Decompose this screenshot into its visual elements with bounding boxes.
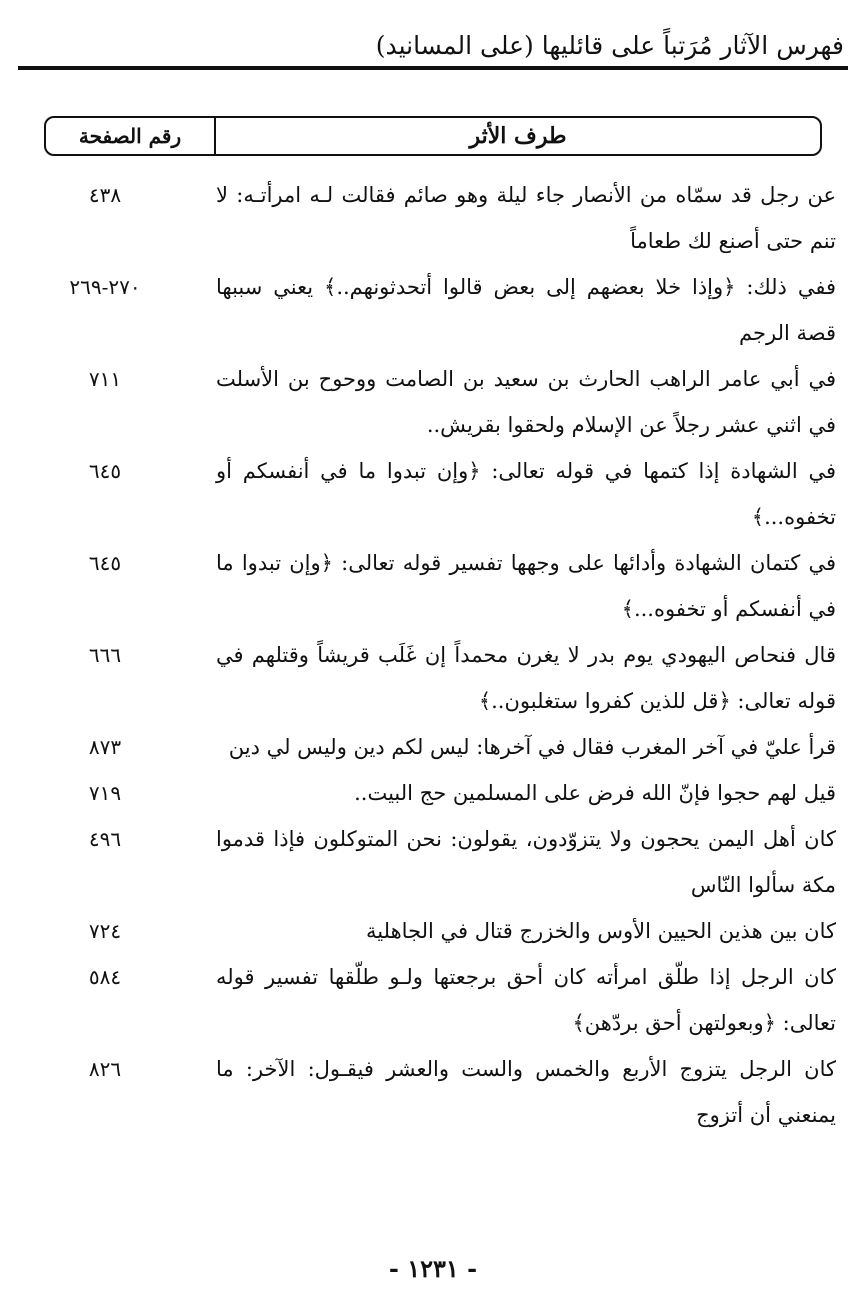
index-entry bbox=[20, 1046, 836, 1138]
entry-page-number: ٦٦٦ bbox=[88, 643, 122, 667]
column-title-athar: طرف الأثر bbox=[469, 123, 567, 149]
entry-page-number: ٦٤٥ bbox=[88, 551, 122, 575]
entry-text: كان الرجل إذا طلّق امرأته كان أحق برجعتها ولـو طلّقها تفسير قوله تعالى: ﴿وبعولتهن أحق بردّهن﴾ bbox=[216, 965, 836, 1035]
entry-text: قيل لهم حجوا فإنّ الله فرض على المسلمين حج البيت.. bbox=[354, 781, 836, 805]
entry-text: كان أهل اليمن يحجون ولا يتزوّدون، يقولون: نحن المتوكلون فإذا قدموا مكة سألوا النّاس bbox=[216, 827, 836, 897]
index-entry bbox=[20, 172, 836, 264]
entry-page-number: ٧١١ bbox=[88, 367, 122, 391]
entry-text: في الشهادة إذا كتمها في قوله تعالى: ﴿وإن تبدوا ما في أنفسكم أو تخفوه...﴾ bbox=[216, 459, 836, 529]
entry-page-number: ٨٢٦ bbox=[88, 1057, 122, 1081]
entry-text: قال فنحاص اليهودي يوم بدر لا يغرن محمداً إن غَلَب قريشاً وقتلهم في قوله تعالى: ﴿قل للذين كفروا ستغلبون..﴾ bbox=[216, 643, 836, 713]
index-entry bbox=[20, 356, 836, 448]
index-entry bbox=[20, 540, 836, 632]
index-entry bbox=[20, 264, 836, 356]
entry-page-number: ٤٣٨ bbox=[88, 183, 122, 207]
index-entry bbox=[20, 908, 836, 954]
entry-page-number: ٤٩٦ bbox=[88, 827, 122, 851]
index-entry bbox=[20, 770, 836, 816]
index-entries bbox=[20, 172, 836, 1138]
entry-page-number: ٧١٩ bbox=[88, 781, 122, 805]
index-entry bbox=[20, 954, 836, 1046]
header-rule bbox=[18, 66, 848, 70]
index-entry bbox=[20, 724, 836, 770]
entry-page-number: ٢٧٠-٢٦٩ bbox=[69, 275, 141, 299]
index-entry bbox=[20, 816, 836, 908]
entry-page-number: ٧٢٤ bbox=[88, 919, 122, 943]
index-column-header bbox=[44, 116, 822, 156]
entry-text: ففي ذلك: ﴿وإذا خلا بعضهم إلى بعض قالوا أتحدثونهم..﴾ يعني سببها قصة الرجم bbox=[216, 275, 836, 345]
entry-page-number: ٦٤٥ bbox=[88, 459, 122, 483]
entry-text: في كتمان الشهادة وأدائها على وجهها تفسير قوله تعالى: ﴿وإن تبدوا ما في أنفسكم أو تخفوه...﴾ bbox=[216, 551, 836, 621]
entry-text: عن رجل قد سمّاه من الأنصار جاء ليلة وهو صائم فقالت لـه امرأتـه: لا تنم حتى أصنع لك طعاماً bbox=[216, 183, 836, 253]
entry-text: في أبي عامر الراهب الحارث بن سعيد بن الصامت ووحوح بن الأسلت في اثني عشر رجلاً عن الإسلام ولحقوا بقريش.. bbox=[216, 367, 836, 437]
running-header: فهرس الآثار مُرَتباً على قائليها (على المسانيد) bbox=[375, 31, 844, 60]
entry-page-number: ٨٧٣ bbox=[88, 735, 122, 759]
entry-text: كان بين هذين الحيين الأوس والخزرج قتال في الجاهلية bbox=[366, 919, 836, 943]
entry-text: قرأ عليّ في آخر المغرب فقال في آخرها: ليس لكم دين وليس لي دين bbox=[228, 735, 836, 759]
column-title-page-number: رقم الصفحة bbox=[78, 124, 182, 148]
entry-page-number: ٥٨٤ bbox=[88, 965, 122, 989]
index-entry bbox=[20, 632, 836, 724]
index-entry bbox=[20, 448, 836, 540]
entry-text: كان الرجل يتزوج الأربع والخمس والست والعشر فيقـول: الآخر: ما يمنعني أن أتزوج bbox=[216, 1057, 836, 1127]
page-number: - ١٢٣١ - bbox=[388, 1254, 478, 1283]
column-divider bbox=[214, 118, 216, 154]
